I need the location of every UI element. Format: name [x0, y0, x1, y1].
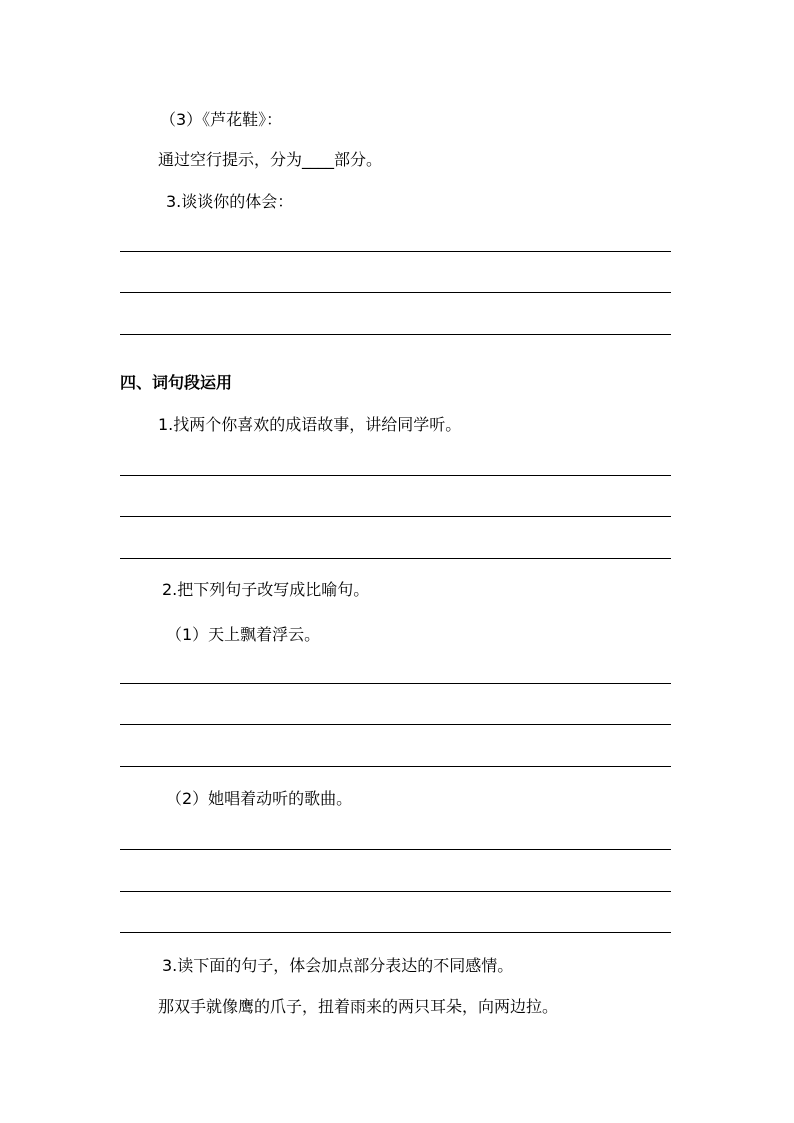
answer-line[interactable] [120, 683, 671, 684]
answer-line[interactable] [120, 292, 671, 293]
answer-line[interactable] [120, 766, 671, 767]
q3-item-3: 3.谈谈你的体会： [166, 192, 294, 211]
q3-subitem-luhuaxie: （3）《芦花鞋》： [160, 110, 283, 129]
section-4-item-1: 1.找两个你喜欢的成语故事，讲给同学听。 [158, 415, 462, 434]
section-4-item-2-sub-1: （1）天上飘着浮云。 [166, 625, 321, 644]
answer-line[interactable] [120, 558, 671, 559]
section-4-item-3: 3.读下面的句子，体会加点部分表达的不同感情。 [162, 956, 514, 975]
section-4-item-2-sub-2: （2）她唱着动听的歌曲。 [166, 789, 353, 808]
answer-line[interactable] [120, 251, 671, 252]
answer-line[interactable] [120, 516, 671, 517]
answer-line[interactable] [120, 891, 671, 892]
answer-line[interactable] [120, 932, 671, 933]
answer-line[interactable] [120, 724, 671, 725]
section-4-title: 四、词句段运用 [120, 373, 233, 392]
answer-line[interactable] [120, 475, 671, 476]
q3-subitem-text: 通过空行提示，分为____部分。 [158, 150, 383, 169]
answer-line[interactable] [120, 849, 671, 850]
answer-line[interactable] [120, 334, 671, 335]
section-4-item-3-sentence: 那双手就像鹰的爪子，扭着雨来的两只耳朵，向两边拉。 [158, 997, 559, 1016]
section-4-item-2: 2.把下列句子改写成比喻句。 [162, 580, 370, 599]
